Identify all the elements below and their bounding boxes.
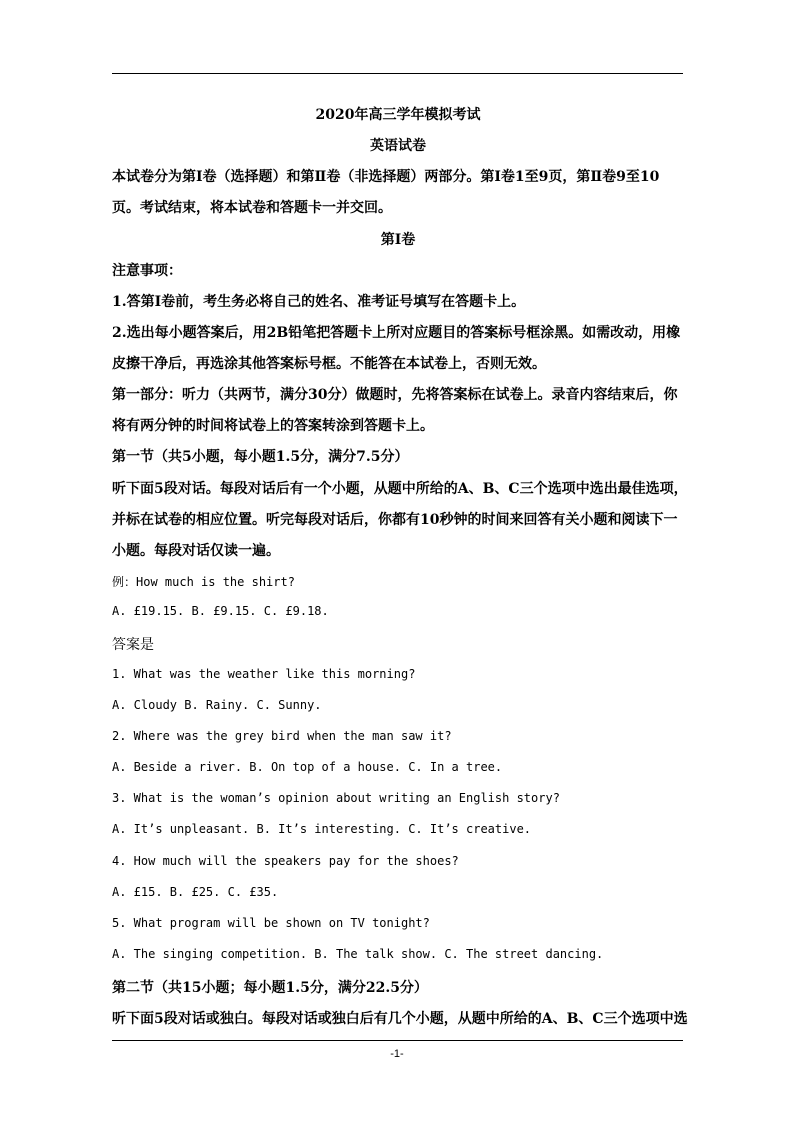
note-2-continued: 皮擦干净后，再选涂其他答案标号框。不能答在本试卷上，否则无效。 (112, 356, 546, 372)
footer-rule (112, 1040, 683, 1041)
note-1: 1.答第Ⅰ卷前，考生务必将自己的姓名、准考证号填写在答题卡上。 (112, 294, 526, 310)
page-number: -1- (390, 1048, 404, 1060)
section1-heading: 第一节（共5小题，每小题1.5分，满分7.5分） (112, 449, 409, 465)
section1-instructions-3: 小题。每段对话仅读一遍。 (112, 543, 280, 559)
question-1-options: A. Cloudy B. Rainy. C. Sunny. (112, 698, 322, 712)
question-3: 3. What is the woman’s opinion about writing an English story? (112, 791, 560, 805)
example-options: A. £19.15. B. £9.15. C. £9.18. (112, 604, 329, 618)
intro-line-2: 页。考试结束，将本试卷和答题卡一并交回。 (112, 200, 392, 216)
part1-line-2: 将有两分钟的时间将试卷上的答案转涂到答题卡上。 (112, 418, 434, 434)
intro-line-1: 本试卷分为第Ⅰ卷（选择题）和第Ⅱ卷（非选择题）两部分。第Ⅰ卷1至9页，第Ⅱ卷9至10 (112, 169, 660, 185)
section2-heading: 第二节（共15小题；每小题1.5分，满分22.5分） (112, 980, 428, 996)
example-question: 例：How much is the shirt? (112, 575, 295, 589)
question-3-options: A. It’s unpleasant. B. It’s interesting. C. It’s creative. (112, 822, 532, 836)
question-2: 2. Where was the grey bird when the man saw it? (112, 729, 452, 743)
exam-title: 2020年高三学年模拟考试 (315, 107, 481, 123)
notes-heading: 注意事项： (112, 263, 182, 279)
section1-instructions-1: 听下面5段对话。每段对话后有一个小题，从题中所给的A、B、C三个选项中选出最佳选项， (112, 481, 688, 497)
volume-heading: 第Ⅰ卷 (380, 232, 416, 248)
note-2: 2.选出每小题答案后，用2B铅笔把答题卡上所对应题目的答案标号框涂黑。如需改动，用橡 (112, 325, 681, 341)
question-2-options: A. Beside a river. B. On top of a house. C. In a tree. (112, 760, 503, 774)
subject-title: 英语试卷 (370, 138, 426, 154)
question-5-options: A. The singing competition. B. The talk show. C. The street dancing. (112, 947, 604, 961)
example-answer-label: 答案是 (112, 637, 154, 653)
question-1: 1. What was the weather like this morning? (112, 667, 416, 681)
section2-instructions: 听下面5段对话或独白。每段对话或独白后有几个小题，从题中所给的A、B、C三个选项中选 (112, 1011, 688, 1027)
question-4: 4. How much will the speakers pay for the shoes? (112, 854, 459, 868)
header-rule (112, 73, 683, 74)
question-5: 5. What program will be shown on TV tonight? (112, 916, 430, 930)
section1-instructions-2: 并标在试卷的相应位置。听完每段对话后，你都有10秒钟的时间来回答有关小题和阅读下一 (112, 512, 678, 528)
question-4-options: A. £15. B. £25. C. £35. (112, 885, 279, 899)
part1-line-1: 第一部分：听力（共两节，满分30分）做题时，先将答案标在试卷上。录音内容结束后，你 (112, 387, 678, 403)
